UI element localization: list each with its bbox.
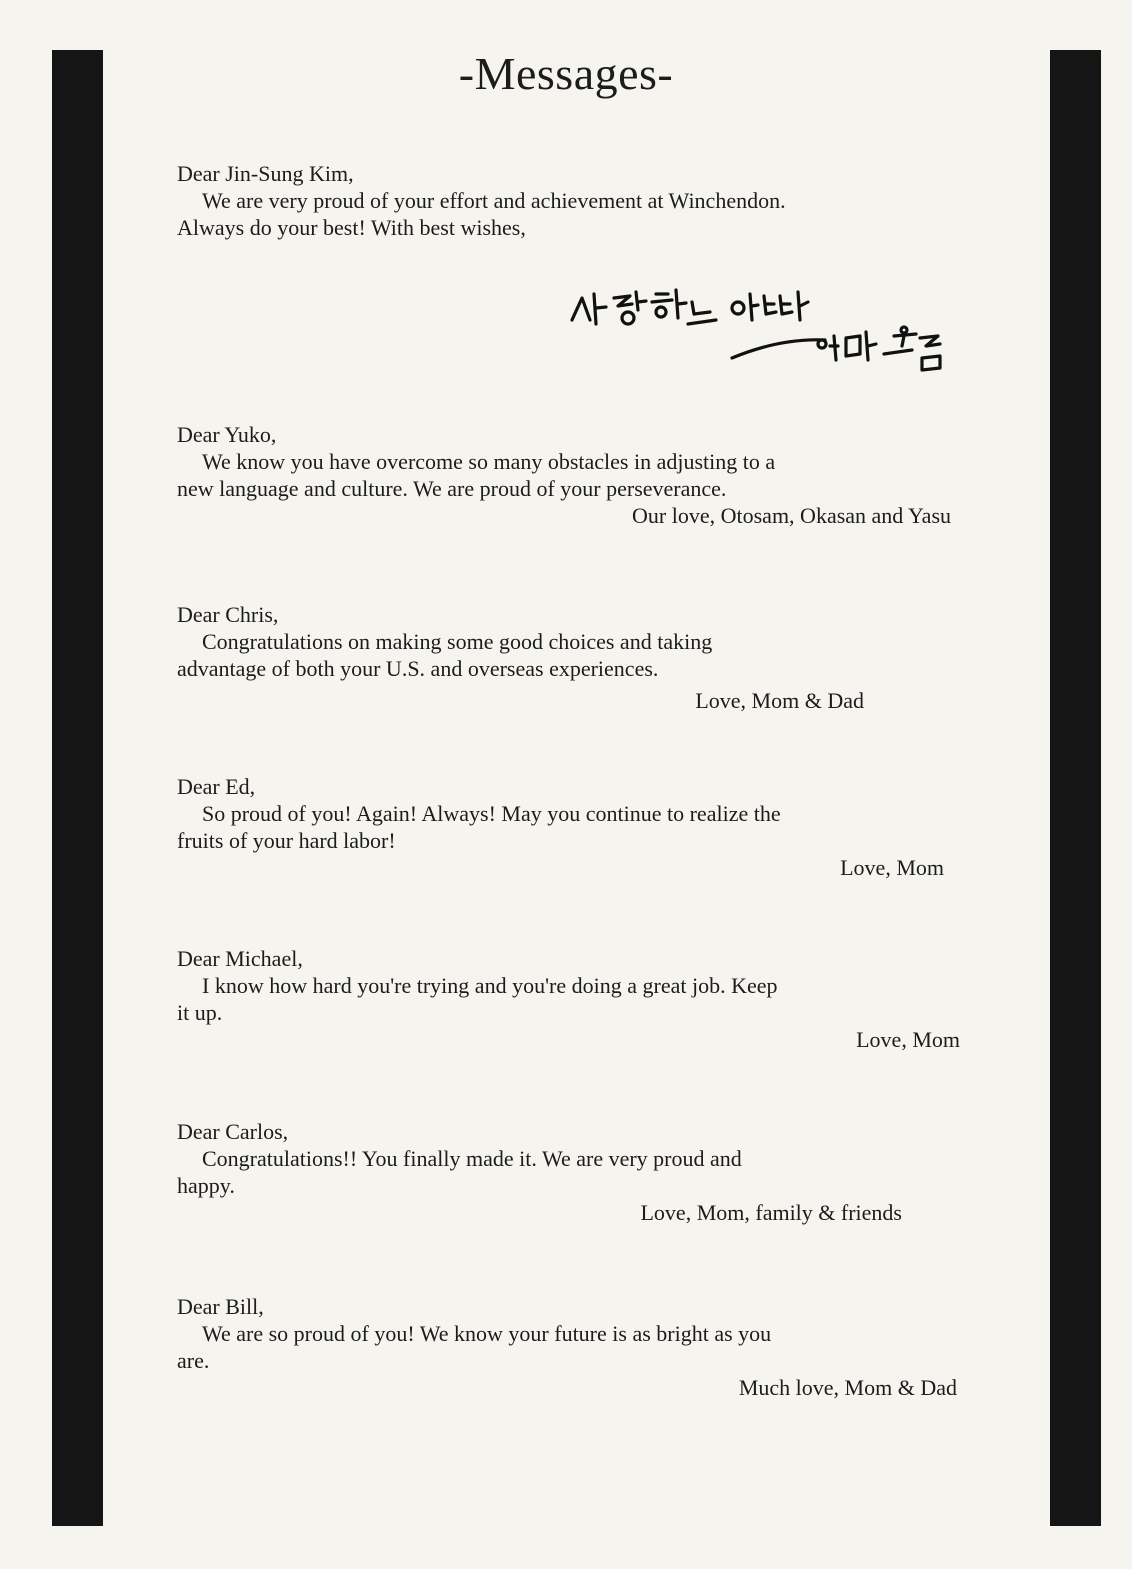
message-line: We are so proud of you! We know your future is as bright as you xyxy=(202,1321,772,1346)
message-greeting: Dear Ed, xyxy=(177,774,256,799)
left-border-bar xyxy=(52,50,103,1526)
message-greeting: Dear Yuko, xyxy=(177,422,277,447)
message-signature: Much love, Mom & Dad xyxy=(738,1375,957,1400)
message-line: Congratulations on making some good choices and taking xyxy=(202,629,713,654)
message-line: We are very proud of your effort and achievement at Winchendon. xyxy=(202,188,786,213)
message-carlos xyxy=(177,1118,902,1226)
message-signature: Love, Mom & Dad xyxy=(695,688,864,713)
message-signature: Love, Mom, family & friends xyxy=(640,1200,902,1225)
message-bill xyxy=(177,1293,957,1401)
message-greeting: Dear Jin-Sung Kim, xyxy=(177,161,354,186)
message-yuko xyxy=(177,421,951,529)
message-chris xyxy=(177,601,864,714)
page-title: -Messages- xyxy=(458,48,674,99)
right-border-bar xyxy=(1050,50,1101,1526)
message-signature: Love, Mom xyxy=(856,1027,960,1052)
message-line: Always do your best! With best wishes, xyxy=(177,215,526,240)
message-line: fruits of your hard labor! xyxy=(177,828,396,853)
message-line: advantage of both your U.S. and overseas experiences. xyxy=(177,656,659,681)
message-jin-sung-kim xyxy=(177,160,977,241)
handwritten-korean-signature xyxy=(560,280,950,375)
message-ed xyxy=(177,773,944,881)
message-line: it up. xyxy=(177,1000,223,1025)
message-line: We know you have overcome so many obstacles in adjusting to a xyxy=(202,449,776,474)
message-signature: Love, Mom xyxy=(840,855,944,880)
message-line: are. xyxy=(177,1348,210,1373)
message-line: happy. xyxy=(177,1173,235,1198)
message-line: So proud of you! Again! Always! May you continue to realize the xyxy=(202,801,781,826)
message-greeting: Dear Chris, xyxy=(177,602,279,627)
message-michael xyxy=(177,945,960,1053)
message-line: new language and culture. We are proud of your perseverance. xyxy=(177,476,727,501)
message-line: I know how hard you're trying and you're doing a great job. Keep xyxy=(202,973,778,998)
message-greeting: Dear Carlos, xyxy=(177,1119,289,1144)
message-signature: Our love, Otosam, Okasan and Yasu xyxy=(632,503,951,528)
message-greeting: Dear Bill, xyxy=(177,1294,264,1319)
message-line: Congratulations!! You finally made it. We are very proud and xyxy=(202,1146,742,1171)
message-greeting: Dear Michael, xyxy=(177,946,303,971)
